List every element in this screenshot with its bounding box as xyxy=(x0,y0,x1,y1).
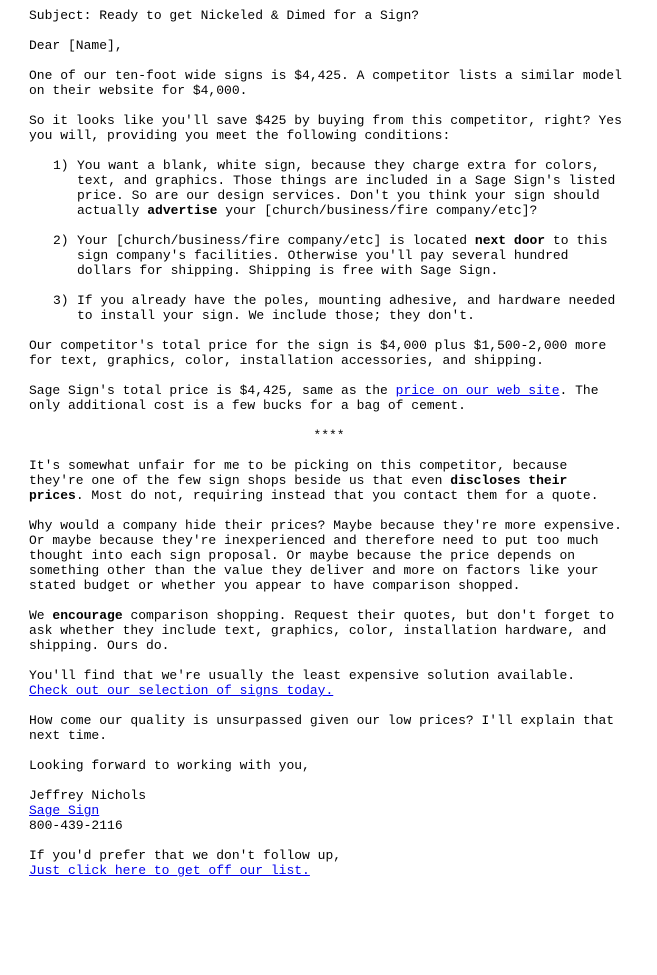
greeting: Dear [Name], xyxy=(29,38,123,53)
condition-emphasis: advertise xyxy=(147,203,218,218)
paragraph-hide-prices: Why would a company hide their prices? Maybe because they're more expensive. Or maybe because they're inexperienced and therefore need to put too much thought into each sign proposal. Or maybe because the price depends on something other than the value they deliver and more on factors like your stated budget or whether you appear to have comparison shopped. xyxy=(29,518,622,593)
company-link[interactable]: Sage Sign xyxy=(29,803,100,818)
list-item xyxy=(29,293,629,323)
paragraph-competitor-total: Our competitor's total price for the sign is $4,000 plus $1,500-2,000 more for text, graphics, color, installation accessories, and shipping. xyxy=(29,338,607,368)
section-separator: **** xyxy=(313,428,345,443)
list-item xyxy=(29,233,629,278)
least-expensive-text: You'll find that we're usually the least expensive solution available. xyxy=(29,668,576,683)
signature-phone: 800-439-2116 xyxy=(29,818,123,833)
signature-block xyxy=(29,788,629,833)
list-item xyxy=(29,158,629,218)
closing: Looking forward to working with you, xyxy=(29,758,310,773)
unsubscribe-link[interactable]: Just click here to get off our list. xyxy=(29,863,310,878)
condition-text: your [church/business/fire company/etc]? xyxy=(225,203,538,218)
conditions-list xyxy=(29,158,629,323)
condition-text: You want a blank, white sign, because they charge extra for colors, text, and graphics. Those things are included in a Sage Sign's listed price. So are our design services. Don't you think your sign should actually xyxy=(77,158,616,218)
list-number: 1) xyxy=(53,158,69,173)
unfair-emphasis: discloses their prices xyxy=(29,473,568,503)
email-subject: Subject: Ready to get Nickeled & Dimed for a Sign? xyxy=(29,8,420,23)
list-number: 2) xyxy=(53,233,69,248)
paragraph-quality: How come our quality is unsurpassed given our low prices? I'll explain that next time. xyxy=(29,713,615,743)
encourage-text-end: comparison shopping. Request their quotes, but don't forget to ask whether they include text, graphics, color, installation hardware, and shipping. Ours do. xyxy=(29,608,615,653)
list-number: 3) xyxy=(53,293,69,308)
signs-selection-link[interactable]: Check out our selection of signs today. xyxy=(29,683,334,698)
signature-name: Jeffrey Nichols xyxy=(29,788,147,803)
condition-text: to this sign company's facilities. Otherwise you'll pay several hundred dollars for shipping. Shipping is free with Sage Sign. xyxy=(77,233,608,278)
unfair-text-end: . Most do not, requiring instead that you contact them for a quote. xyxy=(75,488,599,503)
price-web-site-link[interactable]: price on our web site xyxy=(395,383,560,398)
paragraph-least-expensive xyxy=(29,668,629,698)
paragraph-unfair xyxy=(29,458,629,503)
sage-total-text: Sage Sign's total price is $4,425, same as the xyxy=(29,383,388,398)
condition-text: Your [church/business/fire company/etc] is located xyxy=(77,233,468,248)
encourage-text: We xyxy=(29,608,45,623)
paragraph-price-comparison: One of our ten-foot wide signs is $4,425. A competitor lists a similar model on their website for $4,000. xyxy=(29,68,622,98)
sage-total-text-end: . The only additional cost is a few bucks for a bag of cement. xyxy=(29,383,599,413)
condition-emphasis: next door xyxy=(474,233,546,248)
condition-text: If you already have the poles, mounting adhesive, and hardware needed to install your sign. We include those; they don't. xyxy=(77,293,616,323)
paragraph-encourage xyxy=(29,608,629,653)
unsubscribe-block xyxy=(29,848,629,878)
paragraph-savings-question: So it looks like you'll save $425 by buying from this competitor, right? Yes you will, providing you meet the following conditions: xyxy=(29,113,622,143)
paragraph-sage-total xyxy=(29,383,629,413)
unfair-text: It's somewhat unfair for me to be picking on this competitor, because they're one of the few sign shops beside us that even xyxy=(29,458,568,488)
unsubscribe-text: If you'd prefer that we don't follow up, xyxy=(29,848,342,863)
encourage-emphasis: encourage xyxy=(52,608,123,623)
